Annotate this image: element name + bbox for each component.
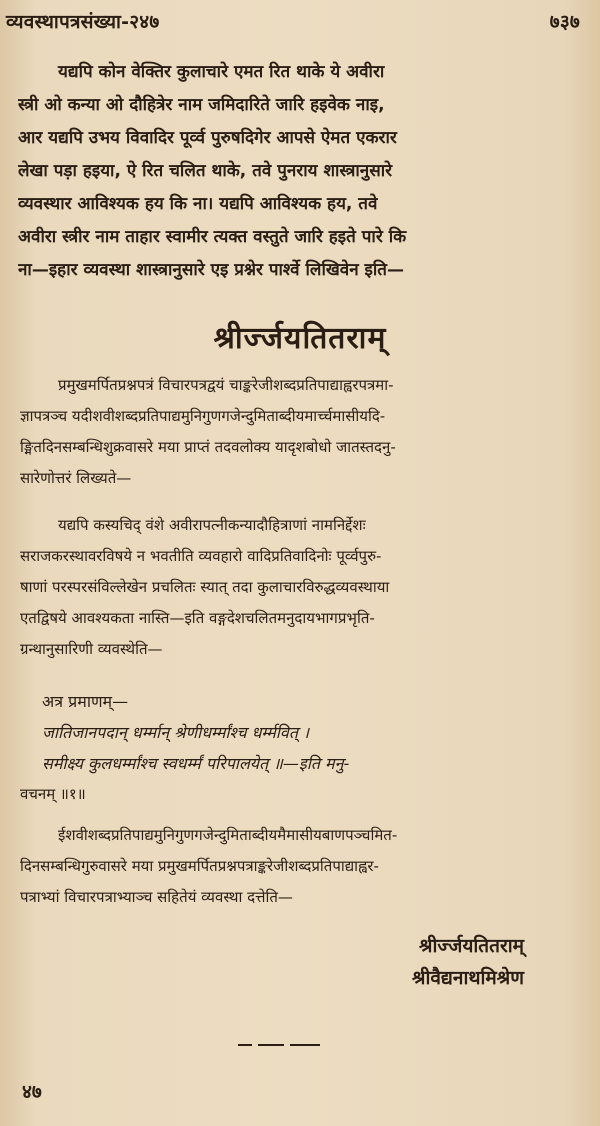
text-line: सराजकरस्थावरविषये न भवतीति व्यवहारो वादिप्रतिवादिनोः पूर्व्वपुरु- — [20, 547, 382, 565]
section-divider — [238, 1044, 320, 1046]
verse-line: समीक्ष्य कुलधर्म्मांश्च स्वधर्म्मं परिपालयेत् ॥—इति मनु- — [42, 754, 350, 773]
divider-dash — [258, 1044, 284, 1046]
text-line: स्त्री ओ कन्या ओ दौहित्रेर नाम जमिदारिते जारि हइवेक नाइ, — [18, 95, 385, 115]
text-line: ग्रन्थानुसारिणी व्यवस्थेति— — [20, 640, 163, 658]
verse-block — [42, 686, 572, 779]
text-line: लेखा पड़ा हइया, ऐ रित चलित थाके, तवे पुनराय शास्त्रानुसारे — [18, 161, 393, 181]
signatory-name: श्रीवैद्यनाथमिश्रेण — [412, 967, 524, 989]
divider-dash — [238, 1044, 252, 1046]
page-number-bottom: ४७ — [22, 1081, 42, 1103]
text-line: ना—इहार व्यवस्था शास्त्रानुसारे एइ प्रश्नेर पार्श्वे लिखिवेन इति— — [18, 260, 405, 280]
signature-blessing: श्रीर्ज्जयतितराम् — [419, 935, 524, 957]
document-number-label: व्यवस्थापत्रसंख्या-२४७ — [6, 11, 160, 33]
text-line: एतद्विषये आवश्यकता नास्ति—इति वङ्गदेशचलितमनुदायभागप्रभृति- — [20, 609, 375, 627]
text-line: दिनसम्बन्धिगुरुवासरे मया प्रमुखमर्पितप्रश्नपत्राङ्करेजीशब्दप्रतिपाद्याह्वर- — [20, 857, 379, 875]
blessing-heading: श्रीर्ज्जयतितराम् — [213, 321, 387, 356]
text-line: व्यवस्थार आविश्यक हय कि ना। यद्यपि आविश्यक हय, तवे — [18, 194, 378, 214]
text-line: षाणां परस्परसंविल्लेखेन प्रचलितः स्यात् तदा कुलाचारविरुद्धव्यवस्थाया — [20, 578, 390, 596]
sanskrit-closing-paragraph — [20, 820, 572, 913]
text-line: आर यद्यपि उभय विवादिर पूर्व्व पुरुषदिगेर आपसे ऐमत एकरार — [18, 128, 397, 148]
divider-dash — [290, 1044, 320, 1046]
sanskrit-ruling-paragraph — [20, 510, 572, 665]
page-header — [6, 6, 580, 36]
text-line: ईशवीशब्दप्रतिपाद्यमुनिगुणगजेन्दुमिताब्दीयमैमासीयबाणपञ्चमित- — [58, 826, 398, 844]
text-line: अवीरा स्त्रीर नाम ताहार स्वामीर त्यक्त वस्तुते जारि हइते पारे कि — [18, 227, 407, 247]
pramana-heading: अत्र प्रमाणम्— — [42, 692, 129, 711]
page-number-top: ७३७ — [549, 11, 580, 33]
text-line: सारेणोत्तरं लिख्यते— — [20, 469, 132, 487]
verse-citation — [20, 779, 572, 810]
text-line: ङ्मितदिनसम्बन्धिशुक्रवासरे मया प्राप्तं तदवलोक्य यादृशबोधो जातस्तदनु- — [20, 438, 396, 456]
text-line: वचनम् ॥१॥ — [20, 785, 86, 803]
text-line: यद्यपि कस्यचिद् वंशे अवीरापत्नीकन्यादौहित्राणां नामनिर्द्देशः — [58, 516, 366, 534]
text-line: यद्यपि कोन वेक्तिर कुलाचारे एमत रित थाके ये अवीरा — [58, 62, 385, 82]
text-line: पत्राभ्यां विचारपत्राभ्याञ्च सहितेयं व्यवस्था दत्तेति— — [20, 888, 293, 906]
bengali-question-paragraph — [18, 56, 574, 287]
sanskrit-intro-paragraph — [20, 370, 572, 494]
text-line: ज्ञापत्रञ्च यदीशवीशब्दप्रतिपाद्यमुनिगुणगजेन्दुमिताब्दीयमार्च्चमासीयदि- — [20, 407, 386, 425]
signature-block — [412, 930, 524, 994]
verse-line: जातिजानपदान् धर्म्मान् श्रेणीधर्म्मांश्च धर्म्मवित् । — [42, 723, 310, 742]
text-line: प्रमुखमर्पितप्रश्नपत्रं विचारपत्रद्वयं चाङ्करेजीशब्दप्रतिपाद्याह्वरपत्रमा- — [58, 376, 394, 394]
